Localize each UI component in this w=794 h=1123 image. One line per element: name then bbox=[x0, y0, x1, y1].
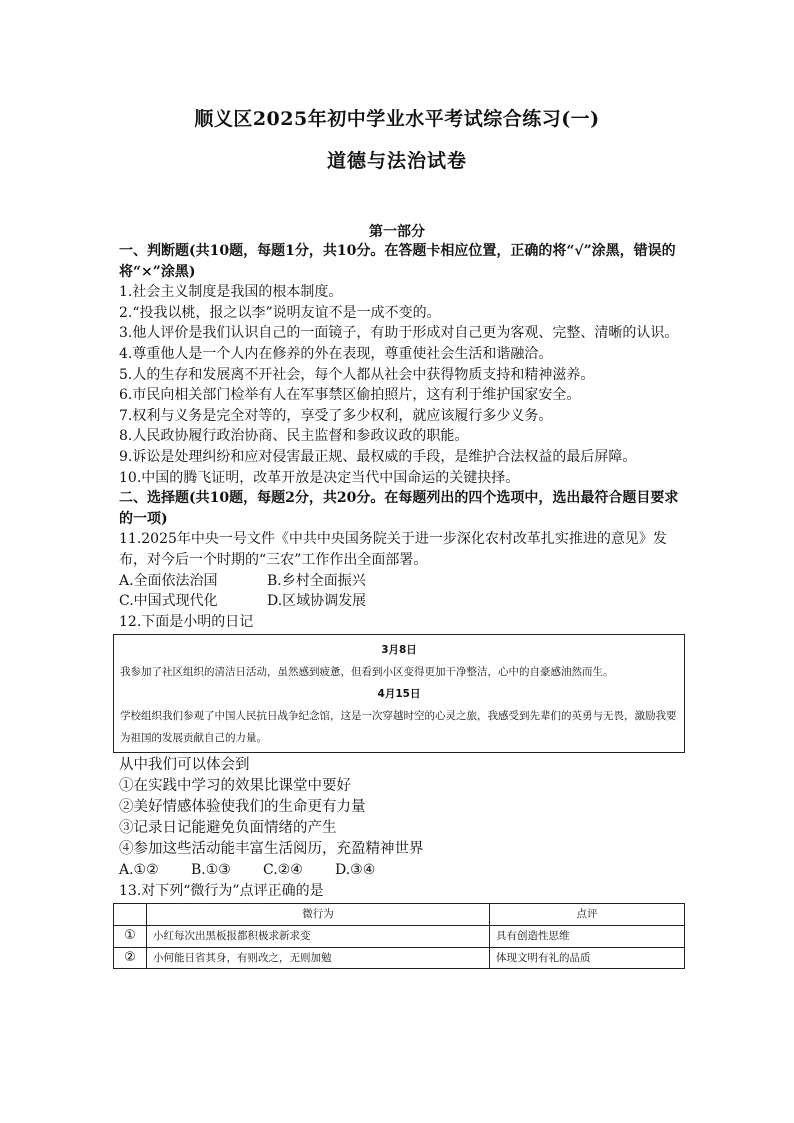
table-header-comment: 点评 bbox=[490, 904, 685, 926]
q12-prompt: 从中我们可以体会到 bbox=[119, 757, 250, 774]
exam-title: 顺义区2025年初中学业水平考试综合练习(一) bbox=[194, 108, 600, 130]
table-header-num bbox=[114, 904, 147, 926]
section1-heading: 一、判断题(共10题，每题1分，共10分。在答题卡相应位置，正确的将“√”涂黑，错误的将“×”涂黑) bbox=[119, 243, 676, 280]
q12-statement-2: ②美好情感体验使我们的生命更有力量 bbox=[119, 799, 366, 816]
table-header-row bbox=[114, 904, 685, 926]
table-header-behavior: 微行为 bbox=[147, 904, 490, 926]
judge-item-8: 8.人民政协履行政治协商、民主监督和参政议政的职能。 bbox=[119, 428, 469, 445]
q13-stem: 13.对下列“微行为”点评正确的是 bbox=[119, 882, 324, 899]
q12-statement-1: ①在实践中学习的效果比课堂中要好 bbox=[119, 778, 351, 795]
row-behavior: 小何能日省其身，有则改之，无则加勉 bbox=[147, 947, 490, 969]
q11-options-row2 bbox=[119, 591, 679, 612]
judge-item-4: 4.尊重他人是一个人内在修养的外在表现，尊重使社会生活和谐融洽。 bbox=[119, 345, 553, 362]
row-comment: 具有创造性思维 bbox=[490, 926, 685, 948]
exam-subtitle: 道德与法治试卷 bbox=[326, 150, 467, 172]
section2-heading: 二、选择题(共10题，每题2分，共20分。在每题列出的四个选项中，选出最符合题目要求的一项) bbox=[119, 490, 679, 527]
q12-option-d: D.③④ bbox=[335, 862, 376, 879]
judge-item-6: 6.市民向相关部门检举有人在军事禁区偷拍照片，这有利于维护国家安全。 bbox=[119, 387, 581, 404]
row-num: ① bbox=[114, 926, 147, 948]
row-comment: 体现文明有礼的品质 bbox=[490, 947, 685, 969]
q11-option-b: B.乡村全面振兴 bbox=[267, 572, 366, 589]
judge-item-1: 1.社会主义制度是我国的根本制度。 bbox=[119, 284, 343, 301]
diary-box bbox=[113, 634, 685, 753]
judge-item-3: 3.他人评价是我们认识自己的一面镜子，有助于形成对自己更为客观、完整、清晰的认识。 bbox=[119, 325, 679, 342]
diary-date-2: 4月15日 bbox=[377, 688, 421, 701]
table-row bbox=[114, 947, 685, 969]
diary-text-2: 学校组织我们参观了中国人民抗日战争纪念馆，这是一次穿越时空的心灵之旅，我感受到先辈们的英勇与无畏，激励我要为祖国的发展贡献自己的力量。 bbox=[120, 710, 677, 745]
q11-option-c: C.中国式现代化 bbox=[119, 593, 218, 610]
diary-text-1: 我参加了社区组织的清洁日活动，虽然感到疲惫，但看到小区变得更加干净整洁，心中的自豪感油然而生。 bbox=[120, 666, 614, 679]
judge-item-7: 7.权利与义务是完全对等的，享受了多少权利，就应该履行多少义务。 bbox=[119, 407, 553, 424]
q12-option-b: B.①③ bbox=[191, 862, 231, 879]
diary-date-1: 3月8日 bbox=[381, 644, 417, 657]
judge-item-5: 5.人的生存和发展离不开社会，每个人都从社会中获得物质支持和精神滋养。 bbox=[119, 366, 595, 383]
row-behavior: 小红每次出黑板报都积极求新求变 bbox=[147, 926, 490, 948]
table-row bbox=[114, 926, 685, 948]
judge-item-10: 10.中国的腾飞证明，改革开放是决定当代中国命运的关键抉择。 bbox=[119, 469, 520, 486]
exam-content bbox=[119, 241, 679, 969]
micro-behavior-table bbox=[113, 903, 685, 969]
part-heading: 第一部分 bbox=[369, 224, 425, 240]
q12-option-c: C.②④ bbox=[263, 862, 303, 879]
q12-statement-3: ③记录日记能避免负面情绪的产生 bbox=[119, 820, 337, 837]
q11-options-row1 bbox=[119, 571, 679, 592]
q12-options bbox=[119, 860, 679, 881]
q12-stem: 12.下面是小明的日记 bbox=[119, 613, 254, 630]
q11-option-d: D.区域协调发展 bbox=[267, 593, 367, 610]
row-num: ② bbox=[114, 947, 147, 969]
judge-item-9: 9.诉讼是处理纠纷和应对侵害最正规、最权威的手段，是维护合法权益的最后屏障。 bbox=[119, 448, 637, 465]
q11-stem: 11.2025年中央一号文件《中共中央国务院关于进一步深化农村改革扎实推进的意见》发布，对今后一个时期的“三农”工作作出全面部署。 bbox=[119, 531, 667, 568]
q11-option-a: A.全面依法治国 bbox=[119, 572, 218, 589]
judge-item-2: 2.“投我以桃，报之以李”说明友谊不是一成不变的。 bbox=[119, 304, 441, 321]
q12-statement-4: ④参加这些活动能丰富生活阅历，充盈精神世界 bbox=[119, 841, 424, 858]
q12-option-a: A.①② bbox=[119, 862, 159, 879]
